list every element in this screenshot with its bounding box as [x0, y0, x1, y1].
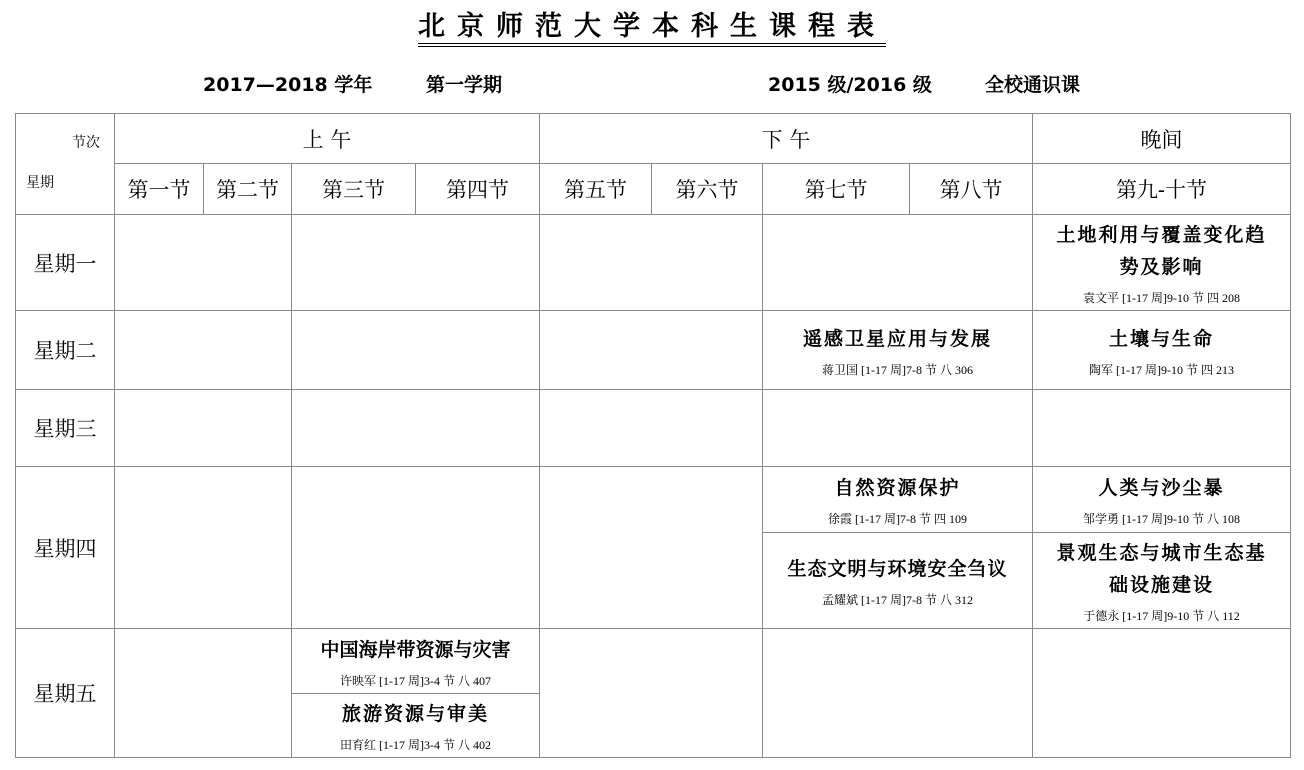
course-info: 徐霞 [1-17 周]7-8 节 四 109	[828, 512, 967, 526]
course-info: 陶军 [1-17 周]9-10 节 四 213	[1089, 362, 1234, 377]
empty-cell	[1033, 629, 1291, 758]
empty-cell	[540, 390, 763, 467]
corner-days: 星期	[26, 175, 54, 191]
empty-cell	[115, 311, 292, 390]
empty-cell	[292, 467, 540, 629]
empty-cell	[540, 629, 763, 758]
course-info: 于德永 [1-17 周]9-10 节 八 112	[1083, 609, 1240, 623]
corner-sections: 节次	[72, 135, 100, 151]
course-cell	[763, 533, 1033, 629]
empty-cell	[763, 215, 1033, 311]
course-info: 田育红 [1-17 周]3-4 节 八 402	[340, 738, 491, 752]
course-name: 自然资源保护	[834, 477, 961, 499]
course-cell	[763, 311, 1033, 390]
course-cell	[292, 629, 540, 694]
section-header: 第六节	[652, 164, 763, 215]
grade: 2015 级/2016 级	[768, 74, 932, 96]
course-cell	[292, 694, 540, 758]
course-name: 遥感卫星应用与发展	[802, 327, 992, 350]
title-text: 北京师范大学本科生课程表	[418, 11, 886, 47]
empty-cell	[292, 215, 540, 311]
evening-header: 晚间	[1033, 114, 1291, 164]
empty-cell	[292, 311, 540, 390]
section-header: 第二节	[204, 164, 292, 215]
academic-year: 2017—2018 学年	[203, 74, 373, 96]
empty-cell	[1033, 390, 1291, 467]
course-name: 旅游资源与审美	[341, 703, 489, 725]
section-header: 第五节	[540, 164, 652, 215]
section-header: 第七节	[763, 164, 910, 215]
course-cell	[1033, 215, 1291, 311]
section-header: 第三节	[292, 164, 416, 215]
day-label: 星期二	[16, 311, 115, 390]
day-label: 星期一	[16, 215, 115, 311]
course-cell	[1033, 533, 1291, 629]
empty-cell	[763, 390, 1033, 467]
section-header: 第四节	[416, 164, 540, 215]
empty-cell	[540, 215, 763, 311]
course-name: 景观生态与城市生态基础设施建设	[1056, 542, 1267, 596]
section-header: 第八节	[910, 164, 1033, 215]
day-label: 星期四	[16, 467, 115, 629]
day-label: 星期五	[16, 629, 115, 758]
term: 第一学期	[426, 74, 503, 96]
section-header: 第一节	[115, 164, 204, 215]
course-cell	[1033, 311, 1291, 390]
morning-header: 上 午	[115, 114, 540, 164]
course-name: 生态文明与环境安全刍议	[787, 558, 1008, 580]
course-cell	[1033, 467, 1291, 533]
schedule-table	[15, 113, 1291, 758]
empty-cell	[115, 467, 292, 629]
empty-cell	[115, 629, 292, 758]
course-name: 土地利用与覆盖变化趋势及影响	[1056, 224, 1267, 278]
course-cell	[763, 467, 1033, 533]
empty-cell	[115, 215, 292, 311]
course-info: 蒋卫国 [1-17 周]7-8 节 八 306	[822, 362, 973, 377]
course-category: 全校通识课	[985, 74, 1081, 96]
empty-cell	[763, 629, 1033, 758]
empty-cell	[540, 311, 763, 390]
course-name: 中国海岸带资源与灾害	[320, 638, 511, 661]
course-info: 邹学勇 [1-17 周]9-10 节 八 108	[1083, 512, 1240, 526]
afternoon-header: 下 午	[540, 114, 1033, 164]
empty-cell	[115, 390, 292, 467]
day-label: 星期三	[16, 390, 115, 467]
course-info: 许映军 [1-17 周]3-4 节 八 407	[340, 673, 491, 688]
corner-header	[16, 114, 115, 215]
empty-cell	[540, 467, 763, 629]
page-title	[0, 4, 1304, 43]
empty-cell	[292, 390, 540, 467]
course-info: 袁文平 [1-17 周]9-10 节 四 208	[1083, 291, 1240, 305]
course-name: 土壤与生命	[1108, 327, 1214, 350]
section-header: 第九-十节	[1033, 164, 1291, 215]
course-name: 人类与沙尘暴	[1098, 477, 1225, 499]
course-info: 孟耀斌 [1-17 周]7-8 节 八 312	[822, 593, 973, 607]
